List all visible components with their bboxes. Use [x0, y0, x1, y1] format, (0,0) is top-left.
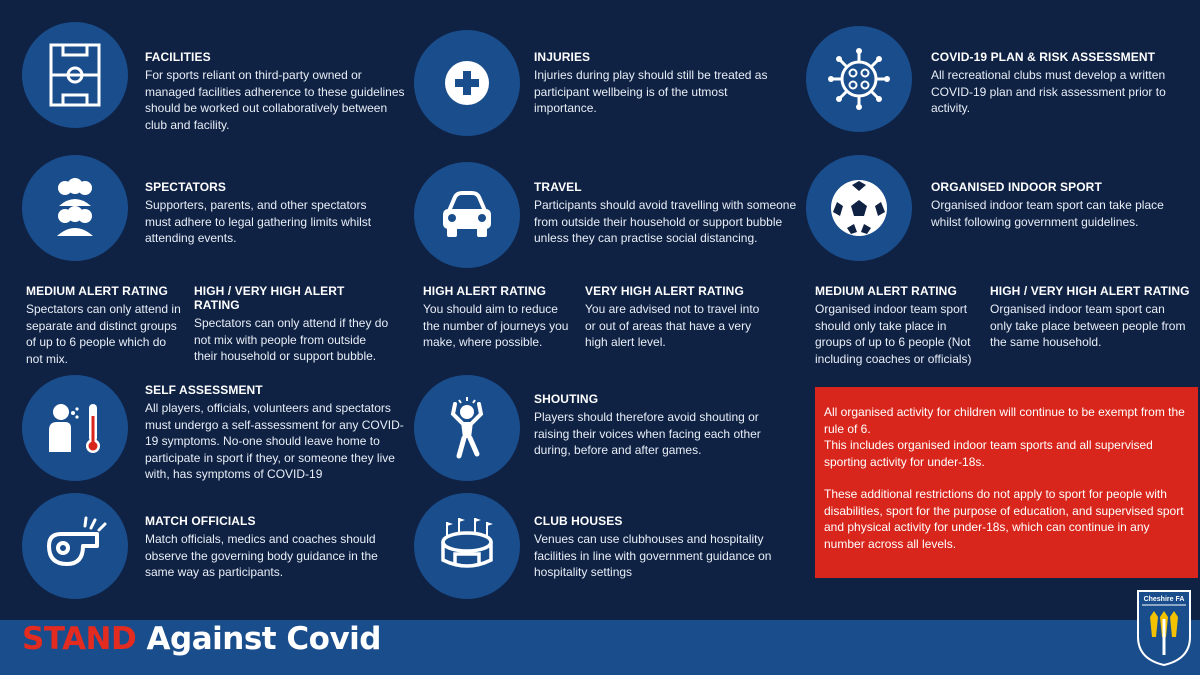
travel-very-high-title: VERY HIGH ALERT RATING [585, 284, 744, 298]
spectators-block [145, 180, 385, 247]
plus-icon [431, 47, 503, 119]
indoor-sport-block [931, 180, 1176, 230]
children-exemption-box [815, 387, 1198, 578]
indoor-medium-alert [815, 284, 980, 367]
travel-very-high-text: You are advised not to travel into or out of areas that have a very high alert level. [585, 302, 760, 349]
stadium-icon [431, 510, 503, 582]
injuries-block [534, 50, 779, 117]
self-assessment-icon-circle [22, 375, 128, 481]
spec-high-text: Spectators can only attend if they do not mix with people from outside their household or support bubble. [194, 316, 389, 363]
ball-icon [823, 172, 895, 244]
virus-icon [823, 43, 895, 115]
travel-high-alert [423, 284, 575, 351]
spec-medium-text: Spectators can only attend in separate and distinct groups of up to 6 people which do not mix. [26, 302, 181, 366]
exemption-line-3: These additional restrictions do not apply to sport for people with disabilities, sport for the purpose of education, and supervised sport and physical activity for under-18s, which can continue in any number across all levels. [824, 487, 1184, 551]
shouting-block [534, 392, 769, 459]
footer-title [22, 621, 381, 657]
match-officials-icon-circle [22, 493, 128, 599]
indoor-high-text: Organised indoor team sport can only take place between people from the same household. [990, 302, 1186, 349]
shouting-icon-circle [414, 375, 520, 481]
indoor-high-alert [990, 284, 1190, 351]
shouting-person-icon [431, 392, 503, 464]
travel-icon-circle [414, 162, 520, 268]
match-officials-text: Match officials, medics and coaches should observe the governing body guidance in the same way as participants. [145, 532, 378, 579]
pitch-icon [39, 39, 111, 111]
club-houses-title: CLUB HOUSES [534, 514, 623, 528]
indoor-sport-title: ORGANISED INDOOR SPORT [931, 180, 1102, 194]
spectators-text: Supporters, parents, and other spectators must adhere to legal gathering limits whilst attending events. [145, 198, 372, 245]
facilities-icon-circle [22, 22, 128, 128]
indoor-medium-text: Organised indoor team sport should only take place in groups of up to 6 people (Not including coaches or officials) [815, 302, 972, 366]
injuries-icon-circle [414, 30, 520, 136]
travel-high-text: You should aim to reduce the number of journeys you make, where possible. [423, 302, 569, 349]
indoor-sport-icon-circle [806, 155, 912, 261]
indoor-sport-text: Organised indoor team sport can take place whilst following government guidelines. [931, 198, 1164, 229]
facilities-block [145, 50, 410, 133]
svg-text:Cheshire FA: Cheshire FA [1143, 596, 1185, 603]
travel-high-title: HIGH ALERT RATING [423, 284, 547, 298]
travel-text: Participants should avoid travelling with someone from outside their household or support bubble unless they can practise social distancing. [534, 198, 797, 245]
spectators-icon [39, 172, 111, 244]
shouting-text: Players should therefore avoid shouting or raising their voices when facing each other during, before and after games. [534, 410, 761, 457]
cough-thermometer-icon [39, 392, 111, 464]
indoor-medium-title: MEDIUM ALERT RATING [815, 284, 957, 298]
footer-title-white: Against Covid [146, 621, 381, 657]
travel-block [534, 180, 799, 247]
car-icon [431, 179, 503, 251]
spec-high-title: HIGH / VERY HIGH ALERT RATING [194, 284, 345, 312]
spec-high-alert [194, 284, 389, 365]
club-houses-text: Venues can use clubhouses and hospitality facilities in line with government guidance on hospitality settings [534, 532, 772, 579]
spec-medium-alert [26, 284, 186, 367]
spectators-title: SPECTATORS [145, 180, 227, 194]
indoor-high-title: HIGH / VERY HIGH ALERT RATING [990, 284, 1190, 298]
shouting-title: SHOUTING [534, 392, 599, 406]
cheshire-fa-crest [1136, 589, 1192, 667]
travel-very-high-alert [585, 284, 765, 351]
club-houses-icon-circle [414, 493, 520, 599]
match-officials-block [145, 514, 395, 581]
covid-plan-text: All recreational clubs must develop a written COVID-19 plan and risk assessment prior to activity. [931, 68, 1166, 115]
match-officials-title: MATCH OFFICIALS [145, 514, 256, 528]
injuries-title: INJURIES [534, 50, 591, 64]
self-assessment-title: SELF ASSESSMENT [145, 383, 263, 397]
crest-shield-icon [1136, 589, 1192, 667]
exemption-line-2: This includes organised indoor team sports and all supervised sporting activity for under-18s. [824, 438, 1153, 469]
footer-title-red: STAND [22, 621, 137, 657]
whistle-icon [39, 510, 111, 582]
travel-title: TRAVEL [534, 180, 582, 194]
spec-medium-title: MEDIUM ALERT RATING [26, 284, 168, 298]
self-assessment-text: All players, officials, volunteers and spectators must undergo a self-assessment for any COVID-19 symptoms. No-one should leave home to participate in sport if they, or someone they live with, has symptoms of COVID-19 [145, 401, 404, 481]
injuries-text: Injuries during play should still be treated as participant wellbeing is of the utmost importance. [534, 68, 768, 115]
covid-plan-title: COVID-19 PLAN & RISK ASSESSMENT [931, 50, 1156, 64]
club-houses-block [534, 514, 784, 581]
covid-plan-icon-circle [806, 26, 912, 132]
spectators-icon-circle [22, 155, 128, 261]
self-assessment-block [145, 383, 405, 483]
exemption-spacer [824, 470, 1188, 486]
covid-plan-block [931, 50, 1176, 117]
facilities-text: For sports reliant on third-party owned or managed facilities adherence to these guidelines should be worked out collaboratively between club and facility. [145, 68, 405, 132]
exemption-line-1: All organised activity for children will continue to be exempt from the rule of 6. [824, 405, 1185, 436]
facilities-title: FACILITIES [145, 50, 211, 64]
